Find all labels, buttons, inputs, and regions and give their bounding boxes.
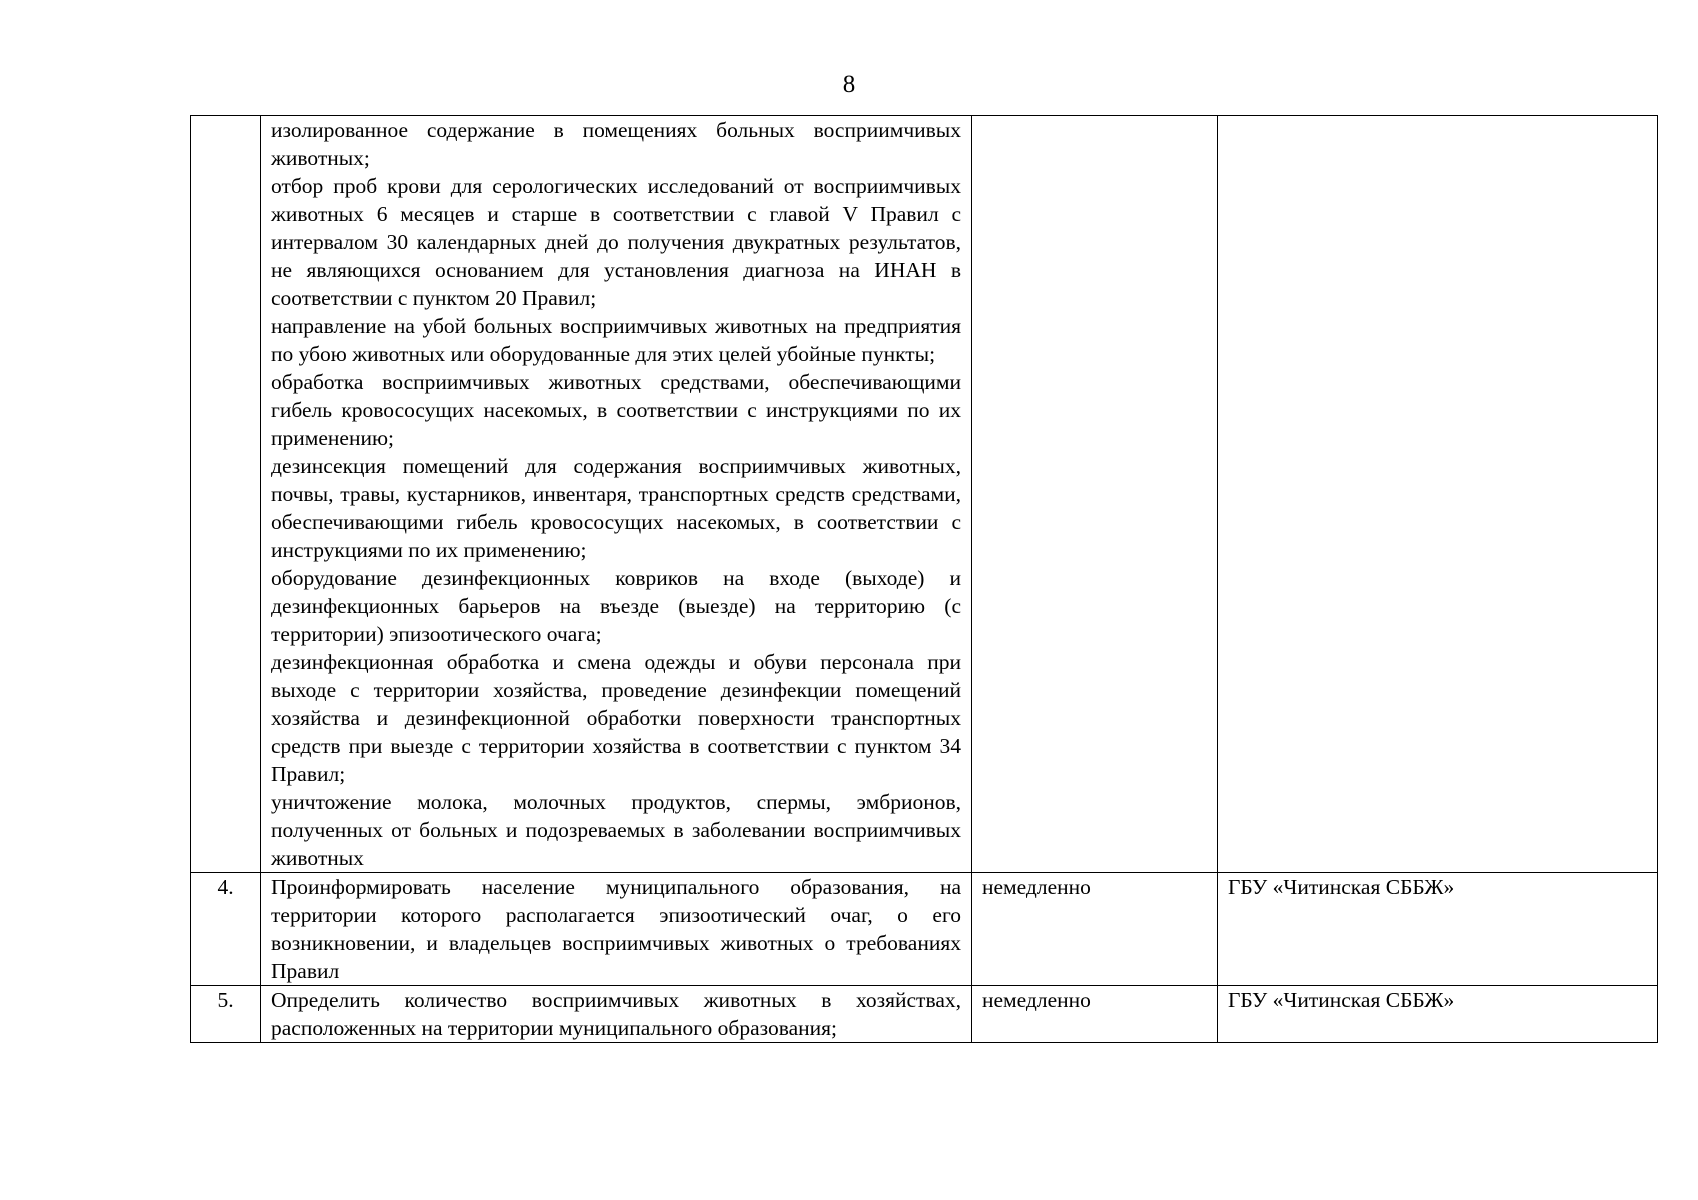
responsible-cell: ГБУ «Читинская СББЖ» [1218, 873, 1658, 986]
measure-paragraph: отбор проб крови для серологических исследований от восприимчивых животных 6 месяцев и старше в соответствии с главой V Правил с интервалом 30 календарных дней до получения двукратных результатов, не являющихся основанием для установления диагноза на ИНАН в соответствии с пунктом 20 Правил; [271, 174, 961, 310]
term-cell: немедленно [972, 873, 1218, 986]
term-cell: немедленно [972, 986, 1218, 1043]
table-row [191, 873, 1658, 986]
measure-paragraph: изолированное содержание в помещениях больных восприимчивых животных; [271, 118, 961, 170]
measure-paragraph: оборудование дезинфекционных ковриков на входе (выходе) и дезинфекционных барьеров на въезде (выезде) на территорию (с территории) эпизоотического очага; [271, 566, 961, 646]
row-number [191, 116, 261, 873]
measure-paragraph: Определить количество восприимчивых животных в хозяйствах, расположенных на территории муниципального образования; [271, 988, 961, 1040]
table-row [191, 116, 1658, 873]
measure-paragraph: Проинформировать население муниципального образования, на территории которого располагается эпизоотический очаг, о его возникновении, и владельцев восприимчивых животных о требованиях Правил [271, 875, 961, 983]
measure-description [261, 986, 972, 1043]
measure-paragraph: направление на убой больных восприимчивых животных на предприятия по убою животных или оборудованные для этих целей убойные пункты; [271, 314, 961, 366]
measure-paragraph: обработка восприимчивых животных средствами, обеспечивающими гибель кровососущих насекомых, в соответствии с инструкциями по их применению; [271, 370, 961, 450]
measure-description [261, 116, 972, 873]
measure-paragraph: дезинсекция помещений для содержания восприимчивых животных, почвы, травы, кустарников, инвентаря, транспортных средств средствами, обеспечивающими гибель кровососущих насекомых, в соответствии с инструкциями по их применению; [271, 454, 961, 562]
measure-paragraph: уничтожение молока, молочных продуктов, спермы, эмбрионов, полученных от больных и подозреваемых в заболевании восприимчивых животных [271, 790, 961, 870]
measure-paragraph: дезинфекционная обработка и смена одежды и обуви персонала при выходе с территории хозяйства, проведение дезинфекции помещений хозяйства и дезинфекционной обработки поверхности транспортных средств при выезде с территории хозяйства в соответствии с пунктом 34 Правил; [271, 650, 961, 786]
row-number: 5. [191, 986, 261, 1043]
page-number: 8 [842, 71, 856, 98]
responsible-cell [1218, 116, 1658, 873]
term-cell [972, 116, 1218, 873]
table-row [191, 986, 1658, 1043]
row-number: 4. [191, 873, 261, 986]
measure-description [261, 873, 972, 986]
measures-table [190, 115, 1658, 1043]
responsible-cell: ГБУ «Читинская СББЖ» [1218, 986, 1658, 1043]
